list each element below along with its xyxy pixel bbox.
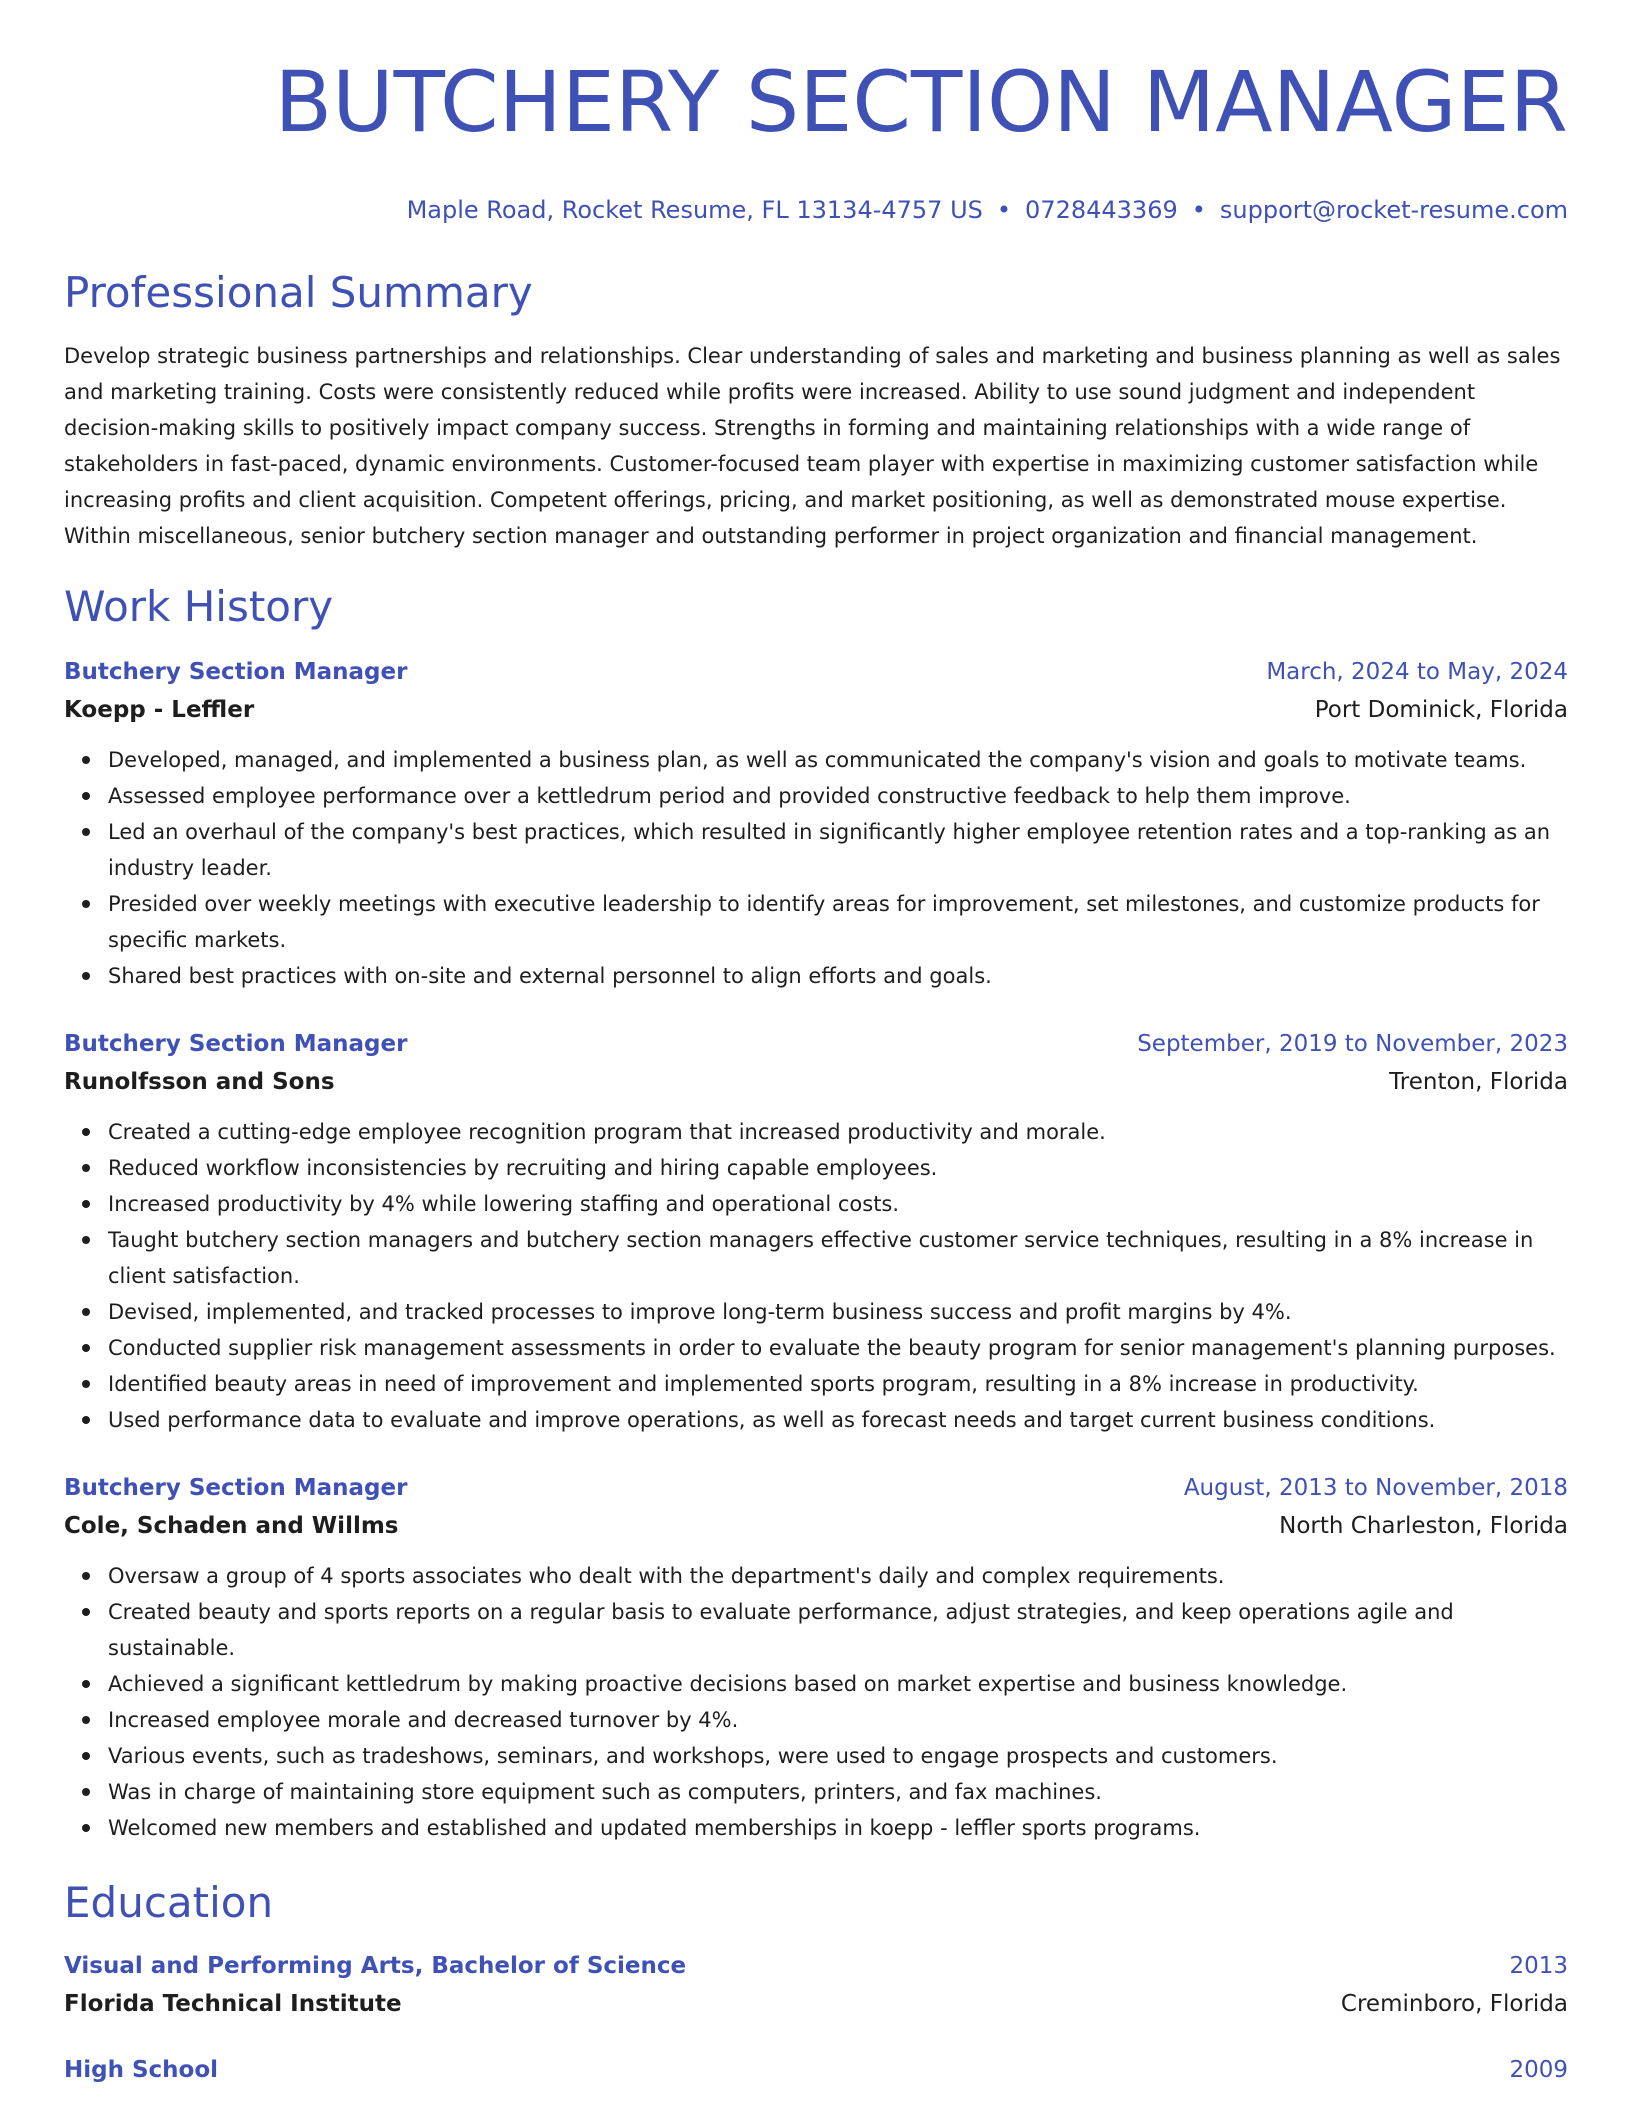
job-bullets — [64, 1558, 1568, 1846]
list-item: Reduced workflow inconsistencies by recruiting and hiring capable employees. — [108, 1150, 1568, 1186]
job-company: Cole, Schaden and Willms — [64, 1513, 399, 1539]
summary-heading: Professional Summary — [64, 268, 533, 317]
education-school: Florida Technical Institute — [64, 1991, 402, 2017]
list-item: Assessed employee performance over a kettledrum period and provided constructive feedback to help them improve. — [108, 778, 1568, 814]
list-item: Devised, implemented, and tracked processes to improve long-term business success and profit margins by 4%. — [108, 1294, 1568, 1330]
list-item: Identified beauty areas in need of improvement and implemented sports program, resulting in a 8% increase in productivity. — [108, 1366, 1568, 1402]
education-entry — [64, 1948, 1568, 2022]
job-location: North Charleston, Florida — [1279, 1513, 1568, 1539]
job-company-row — [64, 692, 1568, 728]
resume-header — [64, 0, 1568, 226]
education-school-row — [64, 1986, 1568, 2022]
list-item: Oversaw a group of 4 sports associates who dealt with the department's daily and complex requirements. — [108, 1558, 1568, 1594]
job-bullets — [64, 742, 1568, 994]
job-dates: September, 2019 to November, 2023 — [1137, 1031, 1568, 1057]
list-item: Achieved a significant kettledrum by making proactive decisions based on market expertise and business knowledge. — [108, 1666, 1568, 1702]
job-role: Butchery Section Manager — [64, 1475, 408, 1501]
job-company-row — [64, 1064, 1568, 1100]
list-item: Shared best practices with on-site and external personnel to align efforts and goals. — [108, 958, 1568, 994]
education-degree-row — [64, 1948, 1568, 1984]
education-year: 2009 — [1509, 2057, 1568, 2083]
job-entry — [64, 1470, 1568, 1846]
contact-phone: 0728443369 — [1025, 196, 1178, 224]
list-item: Developed, managed, and implemented a business plan, as well as communicated the company's vision and goals to motivate teams. — [108, 742, 1568, 778]
list-item: Various events, such as tradeshows, seminars, and workshops, were used to engage prospects and customers. — [108, 1738, 1568, 1774]
education-year: 2013 — [1509, 1953, 1568, 1979]
education-degree: High School — [64, 2057, 219, 2083]
list-item: Welcomed new members and established and updated memberships in koepp - leffler sports programs. — [108, 1810, 1568, 1846]
education-degree-row — [64, 2052, 1568, 2088]
contact-line — [64, 194, 1568, 226]
job-entry — [64, 654, 1568, 994]
list-item: Conducted supplier risk management assessments in order to evaluate the beauty program for senior management's planning purposes. — [108, 1330, 1568, 1366]
job-role-row — [64, 654, 1568, 690]
list-item: Presided over weekly meetings with executive leadership to identify areas for improvement, set milestones, and customize products for specific markets. — [108, 886, 1568, 958]
job-entry — [64, 1026, 1568, 1438]
job-company: Koepp - Leffler — [64, 697, 255, 723]
job-role-row — [64, 1470, 1568, 1506]
job-role: Butchery Section Manager — [64, 659, 408, 685]
summary-text: Develop strategic business partnerships and relationships. Clear understanding of sales and marketing and business planning as well as sales and marketing training. Costs were consistently reduced while profits were increased. Ability to use sound judgment and independent decision-making skills to positively impact company success. Strengths in forming and maintaining relationships with a wide range of stakeholders in fast-paced, dynamic environments. Customer-focused team player with expertise in maximizing customer satisfaction while increasing profits and client acquisition. Competent offerings, pricing, and market positioning, as well as demonstrated mouse expertise. Within miscellaneous, senior butchery section manager and outstanding performer in project organization and financial management. — [64, 344, 1561, 548]
contact-address: Maple Road, Rocket Resume, FL 13134-4757 US — [406, 196, 983, 224]
list-item: Taught butchery section managers and butchery section managers effective customer service techniques, resulting in a 8% increase in client satisfaction. — [108, 1222, 1568, 1294]
contact-separator: • — [1191, 196, 1206, 224]
job-dates: March, 2024 to May, 2024 — [1266, 659, 1568, 685]
contact-separator: • — [996, 196, 1012, 224]
job-role: Butchery Section Manager — [64, 1031, 408, 1057]
list-item: Was in charge of maintaining store equipment such as computers, printers, and fax machines. — [108, 1774, 1568, 1810]
job-company-row — [64, 1508, 1568, 1544]
work-history-heading: Work History — [64, 582, 334, 631]
list-item: Increased employee morale and decreased turnover by 4%. — [108, 1702, 1568, 1738]
list-item: Created beauty and sports reports on a regular basis to evaluate performance, adjust strategies, and keep operations agile and sustainable. — [108, 1594, 1568, 1666]
list-item: Increased productivity by 4% while lowering staffing and operational costs. — [108, 1186, 1568, 1222]
job-location: Port Dominick, Florida — [1314, 697, 1568, 723]
job-dates: August, 2013 to November, 2018 — [1183, 1475, 1568, 1501]
list-item: Led an overhaul of the company's best practices, which resulted in significantly higher employee retention rates and a top-ranking as an industry leader. — [108, 814, 1568, 886]
resume-title: BUTCHERY SECTION MANAGER — [274, 53, 1568, 151]
job-bullets — [64, 1114, 1568, 1438]
education-degree: Visual and Performing Arts, Bachelor of Science — [64, 1953, 687, 1979]
contact-email: support@rocket-resume.com — [1219, 196, 1568, 224]
education-heading: Education — [64, 1878, 274, 1927]
job-location: Trenton, Florida — [1389, 1069, 1568, 1095]
list-item: Created a cutting-edge employee recognition program that increased productivity and morale. — [108, 1114, 1568, 1150]
education-location: Creminboro, Florida — [1340, 1991, 1568, 2017]
list-item: Used performance data to evaluate and improve operations, as well as forecast needs and target current business conditions. — [108, 1402, 1568, 1438]
education-entry — [64, 2052, 1568, 2088]
job-role-row — [64, 1026, 1568, 1062]
job-company: Runolfsson and Sons — [64, 1069, 335, 1095]
